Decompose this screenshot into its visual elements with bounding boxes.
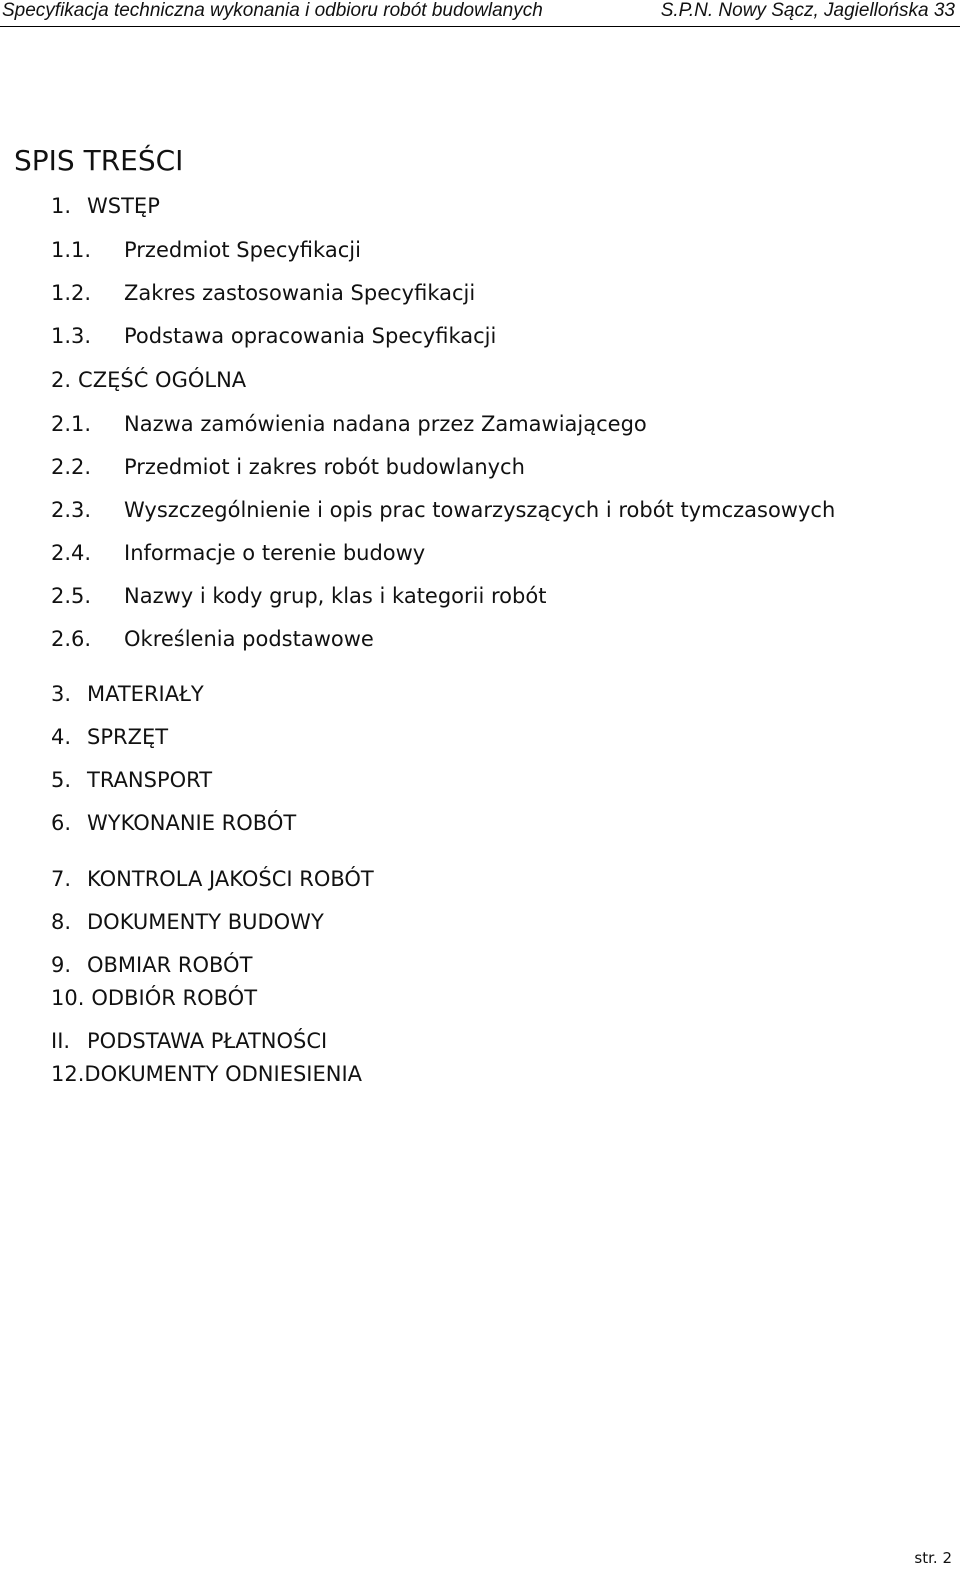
toc-entry-5 <box>51 767 212 793</box>
toc-entry-number: 3. <box>51 682 72 706</box>
toc-entry-label: Zakres zastosowania Specyfikacji <box>124 281 476 305</box>
toc-entry-number: 9. <box>51 953 72 977</box>
toc-entry-2-2 <box>51 454 525 480</box>
header-location: S.P.N. Nowy Sącz, Jagiellońska 33 <box>660 0 955 21</box>
toc-entry-2 <box>51 367 246 393</box>
toc-entry-number: 1.1. <box>51 238 92 262</box>
toc-entry-number: 2.4. <box>51 541 92 565</box>
toc-entry-label: Określenia podstawowe <box>124 627 374 651</box>
toc-entry-3 <box>51 681 204 707</box>
toc-entry-2-5 <box>51 583 546 609</box>
toc-entry-6 <box>51 810 296 836</box>
toc-entry-label: SPRZĘT <box>87 725 169 749</box>
toc-entry-9 <box>51 952 252 978</box>
toc-entry-1-3 <box>51 323 496 349</box>
toc-entry-label: WYKONANIE ROBÓT <box>87 811 297 835</box>
toc-entry-4 <box>51 724 168 750</box>
toc-entry-label: Przedmiot i zakres robót budowlanych <box>124 455 525 479</box>
toc-entry-label: ODBIÓR ROBÓT <box>91 986 258 1010</box>
toc-entry-number: 2.5. <box>51 584 92 608</box>
toc-entry-label: OBMIAR ROBÓT <box>87 953 253 977</box>
toc-entry-label: Podstawa opracowania Specyfikacji <box>124 324 497 348</box>
toc-entry-label: PODSTAWA PŁATNOŚCI <box>87 1029 328 1053</box>
toc-entry-number: 2. <box>51 368 72 392</box>
toc-entry-number: 2.1. <box>51 412 92 436</box>
toc-title: SPIS TREŚCI <box>14 144 184 177</box>
toc-entry-label: DOKUMENTY ODNIESIENIA <box>84 1062 363 1086</box>
toc-entry-label: CZĘŚĆ OGÓLNA <box>78 368 247 392</box>
toc-entry-label: Przedmiot Specyfikacji <box>124 238 361 262</box>
toc-entry-number: 5. <box>51 768 72 792</box>
toc-entry-number: 7. <box>51 867 72 891</box>
toc-entry-label: MATERIAŁY <box>87 682 204 706</box>
toc-entry-label: Wyszczególnienie i opis prac towarzyszących i robót tymczasowych <box>124 498 836 522</box>
page-number: str. 2 <box>914 1549 952 1567</box>
toc-entry-11 <box>51 1028 327 1054</box>
header-document-title: Specyfikacja techniczna wykonania i odbioru robót budowlanych <box>2 0 543 21</box>
toc-entry-label: Nazwy i kody grup, klas i kategorii robót <box>124 584 547 608</box>
toc-entry-2-1 <box>51 411 647 437</box>
toc-entry-1-1 <box>51 237 361 263</box>
toc-entry-number: 1. <box>51 194 72 218</box>
toc-entry-10 <box>51 985 257 1011</box>
toc-entry-2-6 <box>51 626 374 652</box>
toc-entry-label: DOKUMENTY BUDOWY <box>87 910 324 934</box>
toc-entry-number: 2.6. <box>51 627 92 651</box>
toc-entry-label: Nazwa zamówienia nadana przez Zamawiającego <box>124 412 647 436</box>
toc-entry-2-3 <box>51 497 835 523</box>
toc-entry-label: KONTROLA JAKOŚCI ROBÓT <box>87 867 374 891</box>
toc-entry-number: 4. <box>51 725 72 749</box>
toc-entry-12 <box>51 1061 362 1087</box>
toc-entry-number: II. <box>51 1029 71 1053</box>
toc-entry-number: 2.2. <box>51 455 92 479</box>
toc-entry-number: 2.3. <box>51 498 92 522</box>
page-header <box>0 0 960 27</box>
toc-entry-8 <box>51 909 324 935</box>
toc-entry-number: 6. <box>51 811 72 835</box>
toc-entry-1-2 <box>51 280 475 306</box>
toc-entry-number: 1.2. <box>51 281 92 305</box>
toc-entry-number: 8. <box>51 910 72 934</box>
toc-entry-number: 12. <box>51 1062 85 1086</box>
toc-entry-label: WSTĘP <box>87 194 160 218</box>
toc-entry-label: TRANSPORT <box>87 768 213 792</box>
toc-entry-7 <box>51 866 374 892</box>
toc-entry-1 <box>51 193 160 219</box>
toc-entry-number: 1.3. <box>51 324 92 348</box>
toc-entry-label: Informacje o terenie budowy <box>124 541 426 565</box>
toc-entry-number: 10. <box>51 986 85 1010</box>
toc-entry-2-4 <box>51 540 425 566</box>
